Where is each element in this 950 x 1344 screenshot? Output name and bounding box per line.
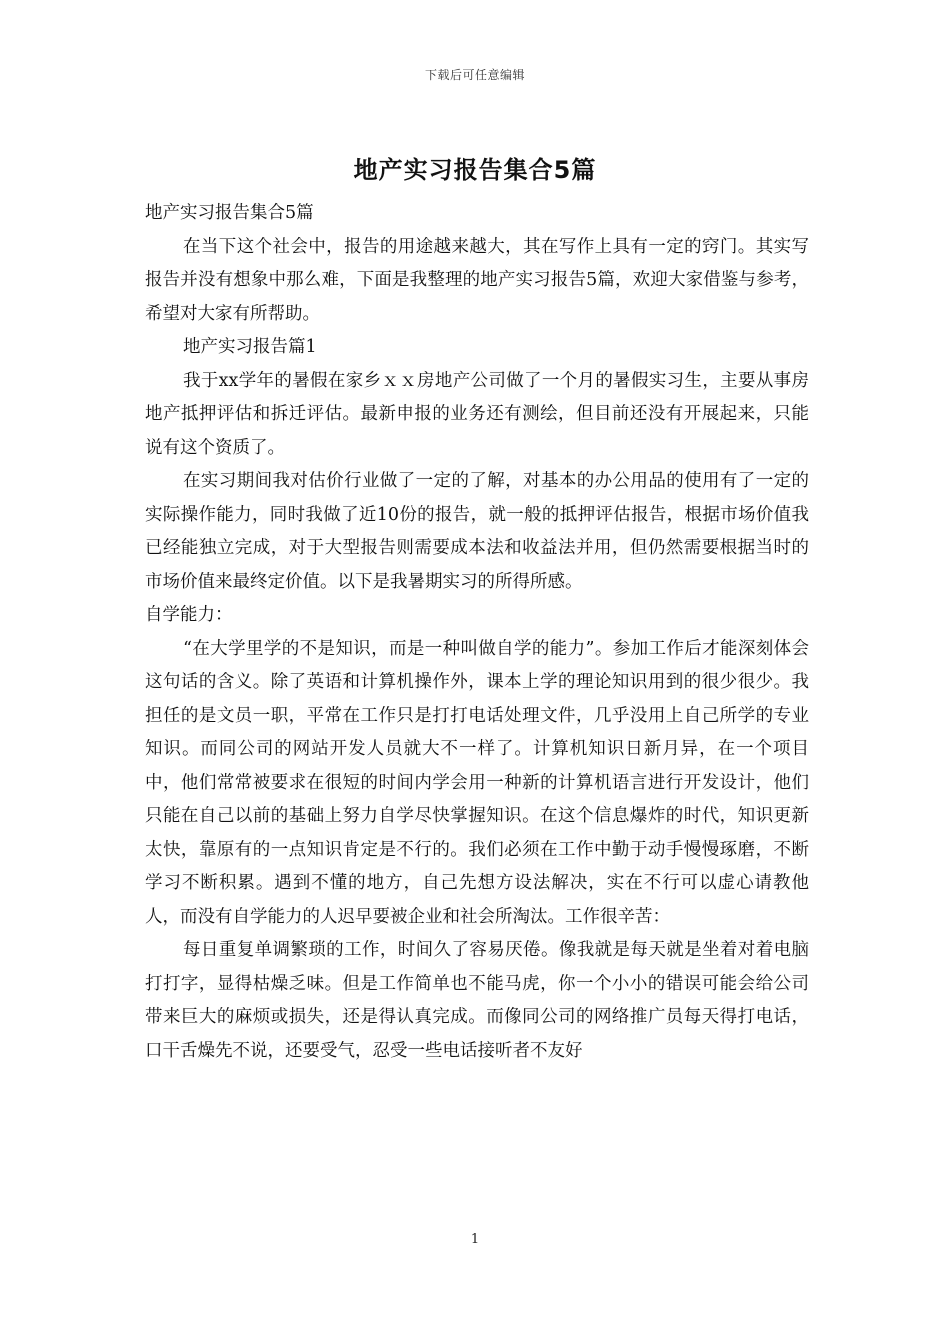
document-body <box>145 197 809 1068</box>
paragraph: 我于xx学年的暑假在家乡ｘｘ房地产公司做了一个月的暑假实习生，主要从事房地产抵押评估和拆迁评估。最新申报的业务还有测绘，但目前还没有开展起来，只能说有这个资质了。 <box>145 370 809 458</box>
paragraph: “在大学里学的不是知识，而是一种叫做自学的能力”。参加工作后才能深刻体会这句话的含义。除了英语和计算机操作外，课本上学的理论知识用到的很少很少。我担任的是文员一职，平常在工作只是打打电话处理文件，几乎没用上自己所学的专业知识。而同公司的网站开发人员就大不一样了。计算机知识日新月异，在一个项目中，他们常常被要求在很短的时间内学会用一种新的计算机语言进行开发设计，他们只能在自己以前的基础上努力自学尽快掌握知识。在这个信息爆炸的时代，知识更新太快，靠原有的一点知识肯定是不行的。我们必须在工作中勤于动手慢慢琢磨，不断学习不断积累。遇到不懂的地方，自己先想方设法解决，实在不行可以虚心请教他人，而没有自学能力的人迟早要被企业和社会所淘汰。工作很辛苦： <box>145 638 809 927</box>
subheading-self-study: 自学能力： <box>145 605 233 625</box>
section-heading: 地产实习报告篇1 <box>183 337 317 357</box>
paragraph: 每日重复单调繁琐的工作，时间久了容易厌倦。像我就是每天就是坐着对着电脑打打字，显得枯燥乏味。但是工作简单也不能马虎，你一个小小的错误可能会给公司带来巨大的麻烦或损失，还是得认真完成。而像同公司的网络推广员每天得打电话，口干舌燥先不说，还要受气，忍受一些电话接听者不友好 <box>145 940 809 1061</box>
page-number: 1 <box>470 1232 480 1247</box>
document-title: 地产实习报告集合5篇 <box>353 156 597 184</box>
paragraph: 在实习期间我对估价行业做了一定的了解，对基本的办公用品的使用有了一定的实际操作能力，同时我做了近10份的报告，就一般的抵押评估报告，根据市场价值我已经能独立完成，对于大型报告则需要成本法和收益法并用，但仍然需要根据当时的市场价值来最终定价值。以下是我暑期实习的所得所感。 <box>145 471 809 592</box>
page-header: 下载后可任意编辑 <box>424 68 525 82</box>
paragraph-intro: 在当下这个社会中，报告的用途越来越大，其在写作上具有一定的窍门。其实写报告并没有想象中那么难，下面是我整理的地产实习报告5篇，欢迎大家借鉴与参考，希望对大家有所帮助。 <box>145 236 809 324</box>
paragraph-subtitle: 地产实习报告集合5篇 <box>145 203 314 223</box>
